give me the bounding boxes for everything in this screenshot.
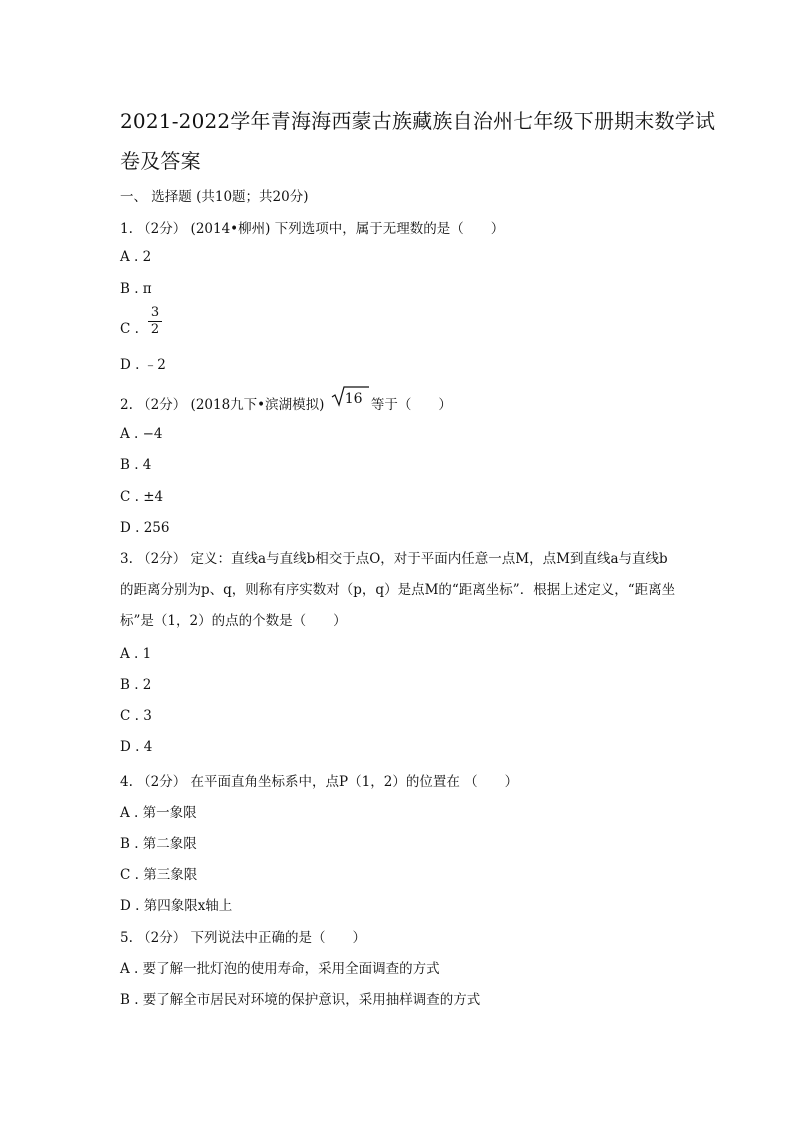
- fraction-numerator: 3: [150, 305, 160, 320]
- question-2-option-b: B . 4: [120, 457, 152, 473]
- question-2-stem-suffix: 等于（ ）: [370, 397, 452, 413]
- question-2-stem: [120, 393, 452, 413]
- question-4-option-c: C . 第三象限: [120, 867, 198, 883]
- question-1-option-b: B . π: [120, 281, 152, 297]
- question-1-option-c-fraction: [148, 306, 162, 337]
- question-3-option-c: C . 3: [120, 708, 152, 724]
- question-2-option-d: D . 256: [120, 520, 170, 536]
- question-1-stem: 1. （2分） (2014•柳州) 下列选项中，属于无理数的是（ ）: [120, 221, 505, 237]
- question-2-option-a: A . −4: [120, 426, 163, 442]
- question-3-option-d: D . 4: [120, 739, 153, 755]
- question-1-option-c-label: C .: [120, 321, 139, 337]
- question-4-stem: 4. （2分） 在平面直角坐标系中，点P（1，2）的位置在 （ ）: [120, 774, 519, 790]
- question-4-option-d: D . 第四象限x轴上: [120, 898, 233, 914]
- question-4-option-a: A . 第一象限: [120, 805, 197, 821]
- question-5-option-a: A . 要了解一批灯泡的使用寿命，采用全面调查的方式: [120, 961, 440, 977]
- question-4-option-b: B . 第二象限: [120, 836, 197, 852]
- document-title: 2021-2022学年青海海西蒙古族藏族自治州七年级下册期末数学试卷及答案: [120, 109, 716, 173]
- question-2-option-c: C . ±4: [120, 489, 164, 505]
- fraction-denominator: 2: [150, 322, 160, 337]
- question-2-stem-prefix: 2. （2分） (2018九下•滨湖模拟): [120, 397, 325, 413]
- question-3-option-b: B . 2: [120, 677, 152, 693]
- question-1-option-d: D . ﹣2: [120, 357, 166, 373]
- radicand: 16: [344, 391, 363, 407]
- question-3-option-a: A . 1: [120, 646, 152, 662]
- question-5-option-b: B . 要了解全市居民对环境的保护意识，采用抽样调查的方式: [120, 992, 481, 1008]
- square-root-expression: [333, 391, 363, 413]
- section-heading: 一、 选择题 (共10题；共20分): [120, 189, 309, 205]
- question-3-stem: 3. （2分） 定义：直线a与直线b相交于点O，对于平面内任意一点M，点M到直线a与直线b的距离分别为p、q，则称有序实数对（p，q）是点M的“距离坐标”．根据上述定义，“距离坐标”是（1，2）的点的个数是（ ）: [120, 551, 676, 629]
- question-1-option-a: A . 2: [120, 249, 152, 265]
- question-5-stem: 5. （2分） 下列说法中正确的是（ ）: [120, 930, 367, 946]
